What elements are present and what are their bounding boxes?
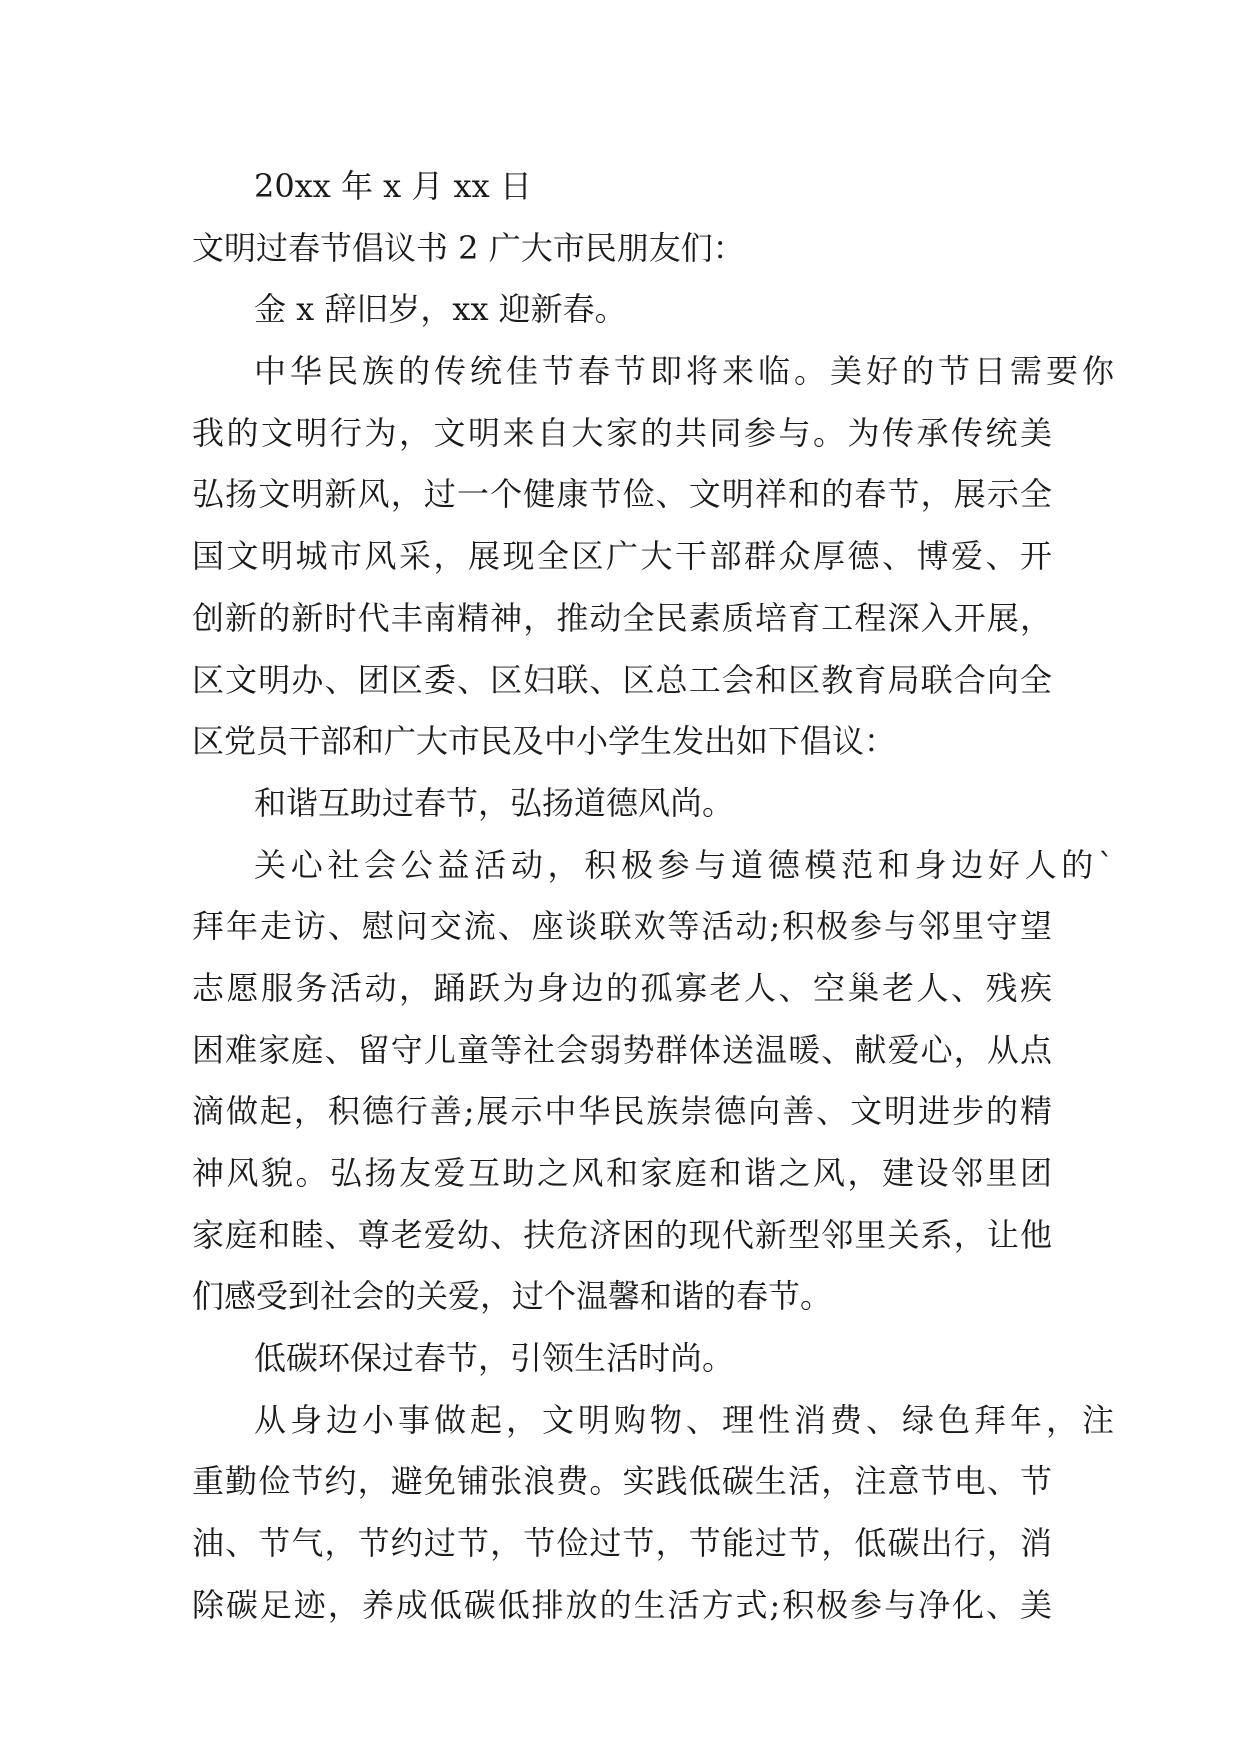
paragraph-line: 拜年走访、慰问交流、座谈联欢等活动;积极参与邻里守望 <box>192 907 1052 946</box>
paragraph-line: 们感受到社会的关爱，过个温馨和谐的春节。 <box>192 1277 833 1316</box>
paragraph-line: 神风貌。弘扬友爱互助之风和家庭和谐之风，建设邻里团 <box>192 1154 1052 1192</box>
paragraph-line: 家庭和睦、尊老爱幼、扶危济困的现代新型邻里关系，让他 <box>192 1215 1052 1254</box>
paragraph-line: 除碳足迹，养成低碳低排放的生活方式;积极参与净化、美 <box>192 1585 1052 1624</box>
paragraph-line: 重勤俭节约，避免铺张浪费。实践低碳生活，注意节电、节 <box>192 1462 1052 1501</box>
paragraph-line: 中华民族的传统佳节春节即将来临。美好的节日需要你 <box>254 352 1114 391</box>
document-body <box>192 156 1114 1637</box>
paragraph-line: 关心社会公益活动，积极参与道德模范和身边好人的` <box>254 845 1114 884</box>
greeting-line: 金 x 辞旧岁，xx 迎新春。 <box>254 290 627 329</box>
paragraph-line: 区党员干部和广大市民及中小学生发出如下倡议： <box>192 722 897 761</box>
paragraph-line: 区文明办、团区委、区妇联、区总工会和区教育局联合向全 <box>192 660 1052 699</box>
paragraph-line: 国文明城市风采，展现全区广大干部群众厚德、博爱、开 <box>192 537 1052 576</box>
section-heading: 和谐互助过春节，弘扬道德风尚。 <box>254 783 735 822</box>
heading-line: 文明过春节倡议书 2 广大市民朋友们： <box>192 228 745 267</box>
paragraph-line: 我的文明行为，文明来自大家的共同参与。为传承传统美 <box>192 413 1052 452</box>
paragraph-line: 困难家庭、留守儿童等社会弱势群体送温暖、献爱心，从点 <box>192 1030 1052 1069</box>
paragraph-line: 从身边小事做起，文明购物、理性消费、绿色拜年，注 <box>254 1400 1114 1439</box>
paragraph-line: 志愿服务活动，踊跃为身边的孤寡老人、空巢老人、残疾 <box>192 968 1052 1007</box>
paragraph-line: 弘扬文明新风，过一个健康节俭、文明祥和的春节，展示全 <box>192 475 1052 514</box>
paragraph-line: 滴做起，积德行善;展示中华民族崇德向善、文明进步的精 <box>192 1092 1052 1131</box>
section-heading: 低碳环保过春节，引领生活时尚。 <box>254 1339 735 1378</box>
paragraph-line: 创新的新时代丰南精神，推动全民素质培育工程深入开展， <box>192 598 1052 637</box>
date-line: 20xx 年 x 月 xx 日 <box>254 167 532 205</box>
paragraph-line: 油、节气，节约过节，节俭过节，节能过节，低碳出行，消 <box>192 1524 1052 1563</box>
